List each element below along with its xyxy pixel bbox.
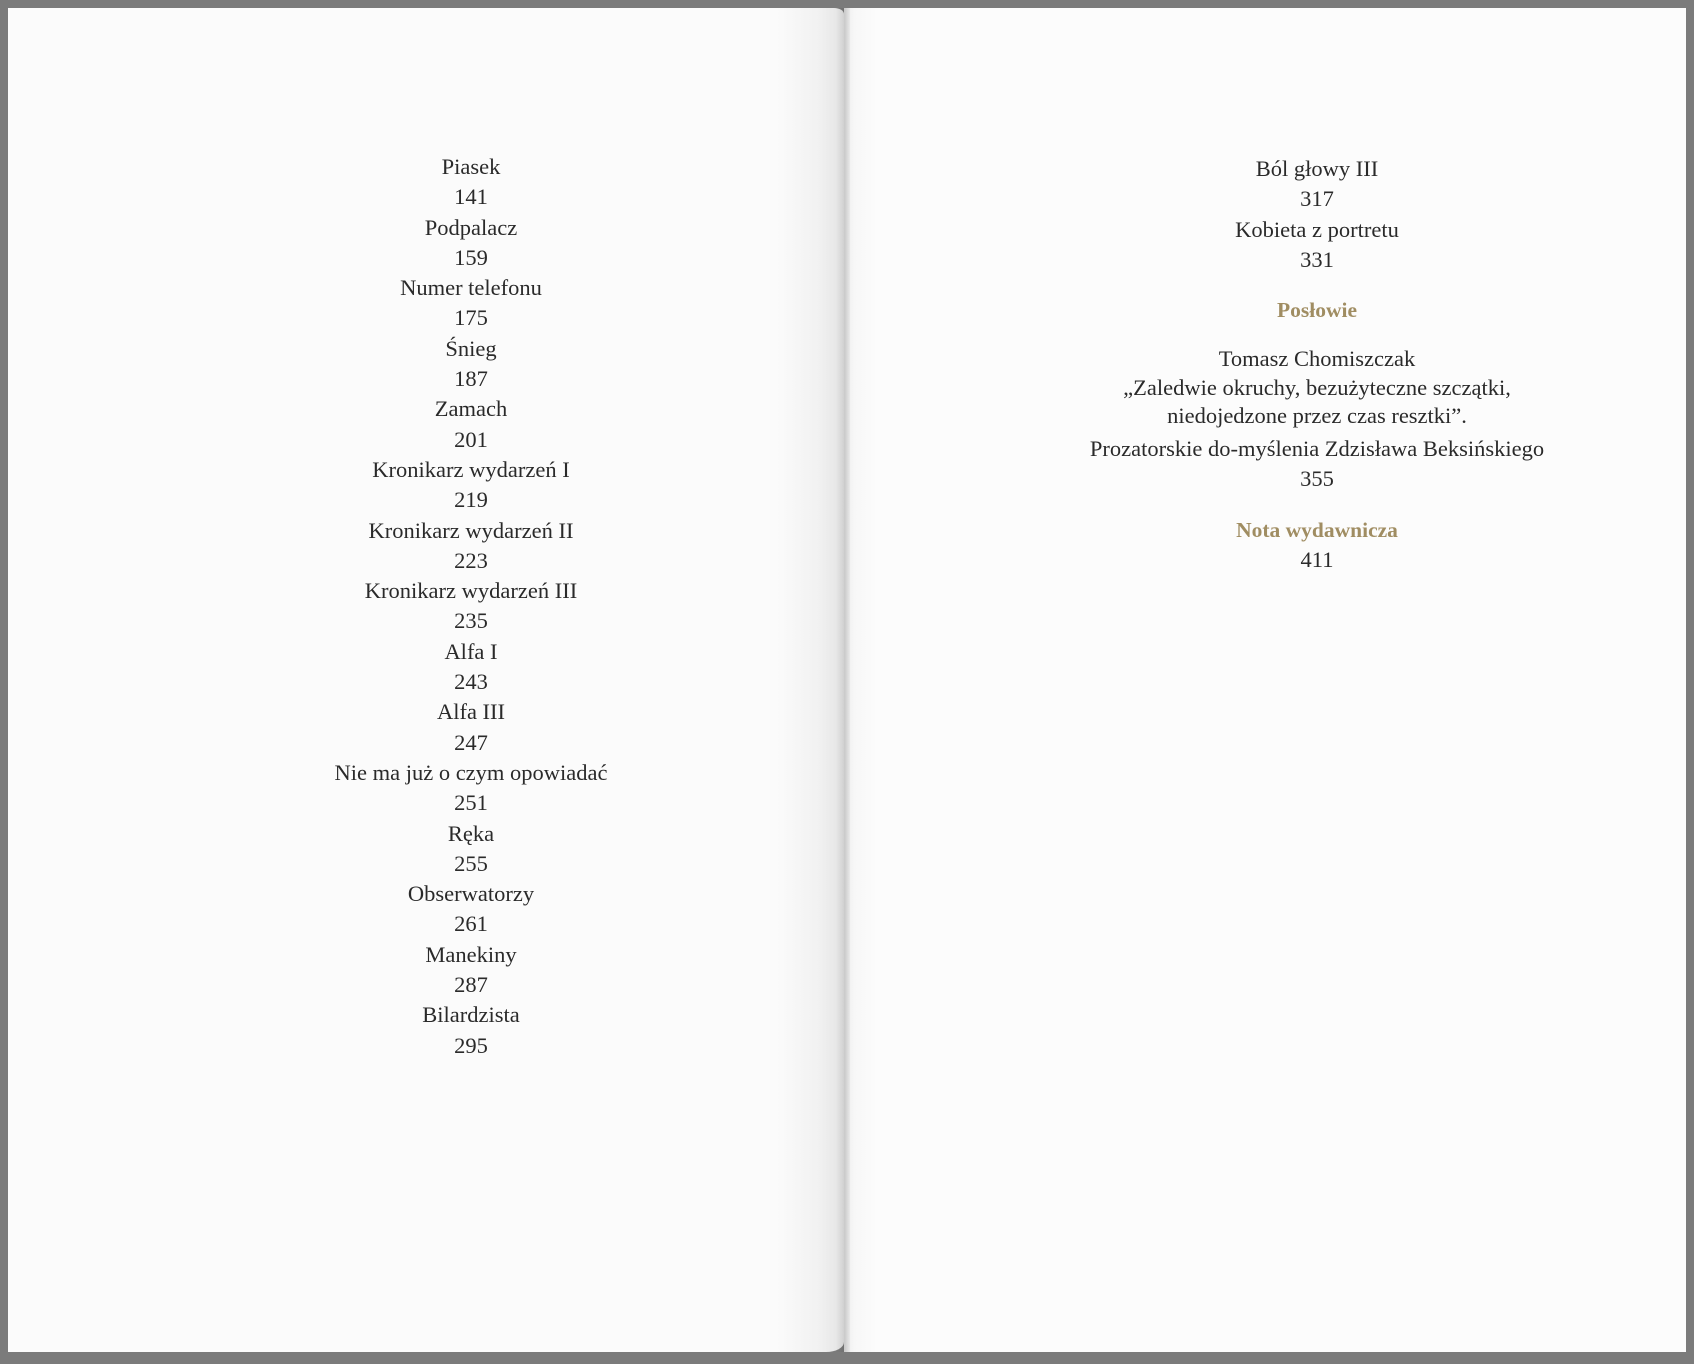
toc-entry-title: Ból głowy III: [1255, 156, 1379, 181]
right-toc: [1007, 154, 1627, 575]
toc-entry-title: Zamach: [434, 396, 508, 422]
afterword-quote-line-1: „Zaledwie okruchy, bezużyteczne szczątki,: [1123, 374, 1511, 400]
afterword-heading: Posłowie: [1276, 298, 1358, 323]
toc-entry-title: Alfa III: [436, 699, 506, 725]
toc-entry-title: Numer telefonu: [400, 275, 542, 301]
toc-entry-page: 287: [454, 972, 488, 998]
toc-entry-page: 255: [454, 850, 488, 876]
toc-entry-page: 251: [454, 790, 488, 816]
toc-entry-title: Kronikarz wydarzeń II: [368, 517, 574, 543]
afterword-quote-line-2: niedojedzone przez czas resztki”.: [1167, 403, 1467, 429]
toc-entry-page: 243: [454, 669, 488, 695]
toc-entry-page: 201: [454, 426, 488, 452]
editorial-note-heading: Nota wydawnicza: [1236, 517, 1398, 542]
toc-entry-title: Podpalacz: [424, 214, 518, 240]
toc-entry-page: 175: [454, 305, 488, 331]
toc-entry-title: Kobieta z portretu: [1235, 216, 1399, 242]
afterword-page: 355: [1300, 466, 1334, 492]
toc-entry-page: 159: [454, 244, 488, 270]
afterword-subtitle: Prozatorskie do-myślenia Zdzisława Beksińskiego: [1089, 435, 1545, 461]
left-toc: [161, 152, 781, 1061]
editorial-note-page: 411: [1300, 546, 1334, 572]
toc-entry-page: 247: [454, 729, 488, 755]
toc-entry-title: Kronikarz wydarzeń III: [364, 578, 578, 604]
toc-entry-page: 235: [454, 608, 488, 634]
toc-entry-title: Bilardzista: [422, 1002, 520, 1028]
toc-entry-page: 295: [454, 1032, 488, 1058]
toc-entry-title: Kronikarz wydarzeń I: [372, 456, 570, 482]
toc-entry-title: Obserwatorzy: [407, 881, 535, 907]
toc-entry-page: 317: [1300, 186, 1334, 212]
toc-entry-title: Piasek: [441, 154, 501, 179]
toc-entry-title: Ręka: [447, 820, 495, 846]
afterword-author: Tomasz Chomiszczak: [1218, 346, 1416, 372]
toc-entry-page: 331: [1300, 246, 1334, 272]
toc-entry-title: Śnieg: [445, 335, 497, 361]
afterword-entry: [1007, 345, 1627, 431]
toc-entry-page: 187: [454, 366, 488, 392]
toc-entry-page: 223: [454, 547, 488, 573]
toc-entry-title: Manekiny: [425, 941, 517, 967]
toc-entry-page: 261: [454, 911, 488, 937]
toc-entry-page: 141: [454, 184, 488, 210]
toc-entry-title: Alfa I: [444, 638, 498, 664]
toc-entry-title: Nie ma już o czym opowiadać: [334, 759, 608, 785]
toc-entry-page: 219: [454, 487, 488, 513]
